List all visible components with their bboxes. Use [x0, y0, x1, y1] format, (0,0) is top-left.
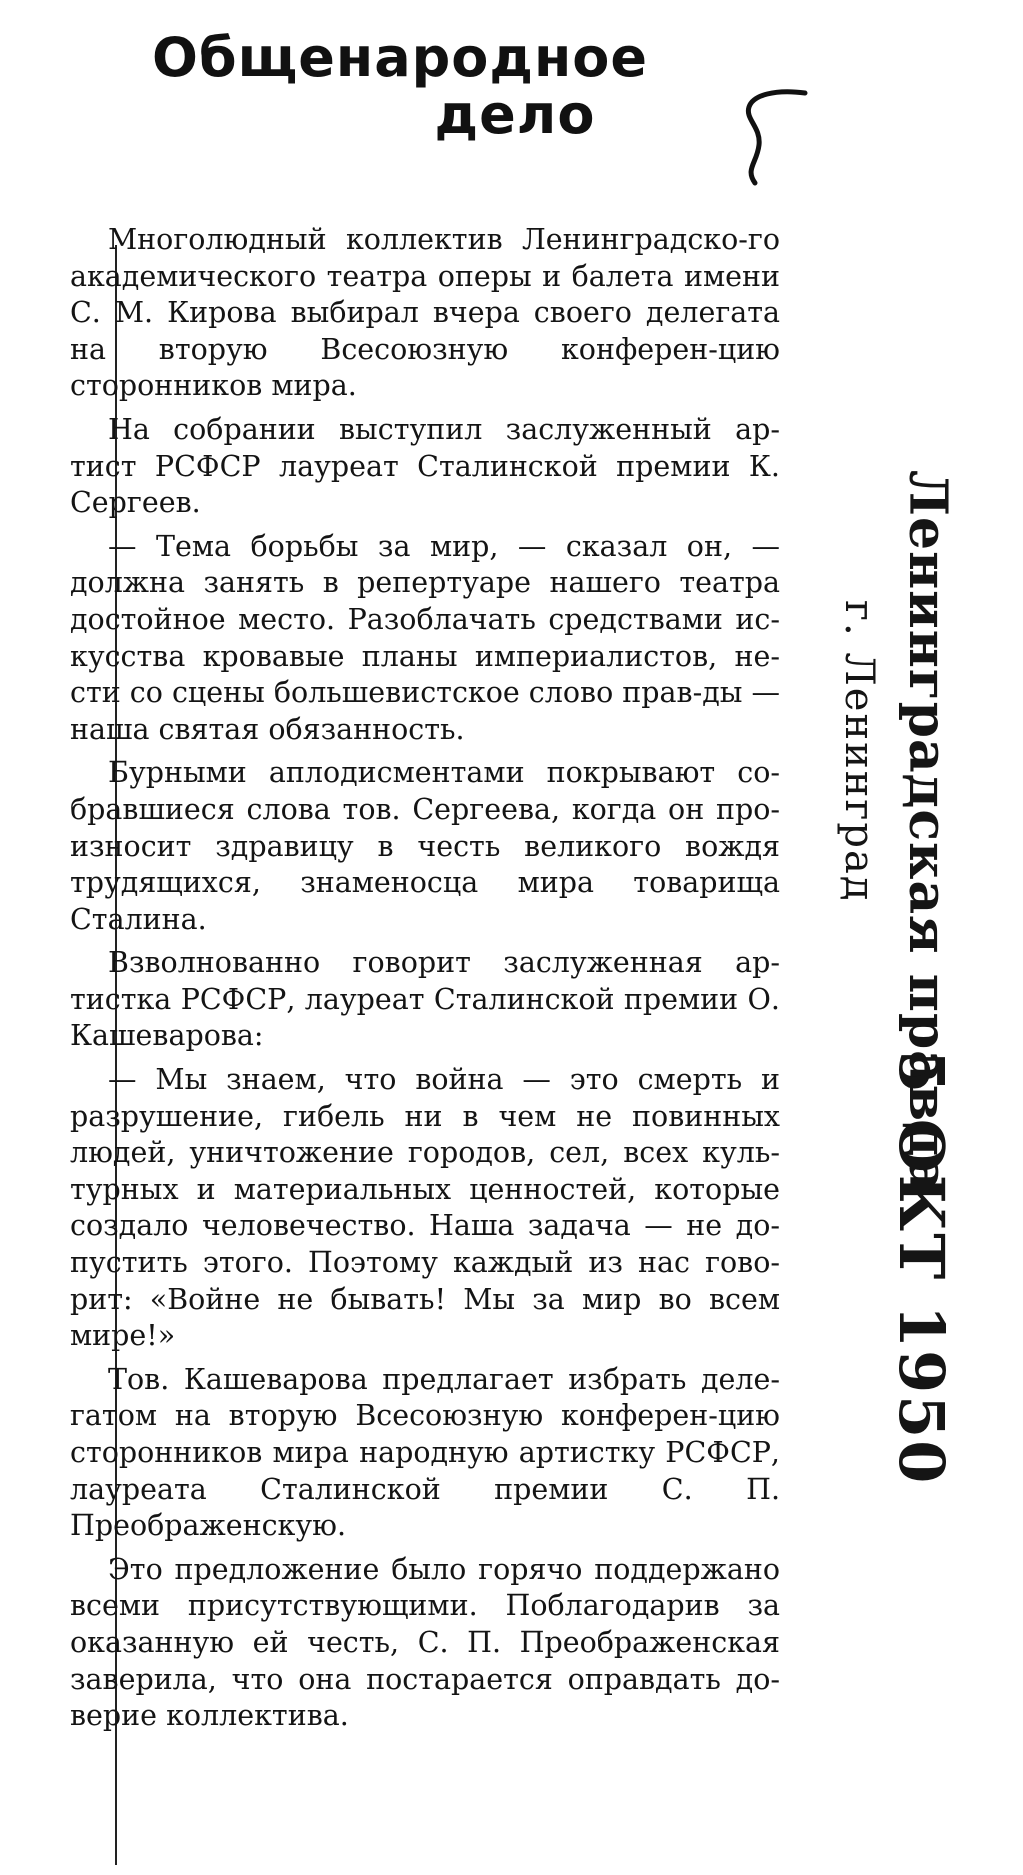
article-headline: [110, 26, 750, 146]
headline-line-2: дело: [434, 82, 596, 146]
headline-line-1: Общенародное: [151, 26, 649, 89]
article-paragraph: Бурными аплодисментами покрывают со-бравшиеся слова тов. Сергеева, когда он про-износит здравицу в честь великого вождя трудящихся, знаменосца мира товарища Сталина.: [70, 756, 780, 936]
article-paragraph: Многолюдный коллектив Ленинградско-го академического театра оперы и балета имени С. М. Кирова выбирал вчера своего делегата на вторую Всесоюзную конферен-цию сторонников мира.: [70, 223, 780, 403]
article-paragraph: Это предложение было горячо поддержано всеми присутствующими. Поблагодарив за оказанную ей честь, С. П. Преображенская заверила, что она постарается оправдать до-верие коллектива.: [70, 1552, 780, 1733]
stamp-date: 5 ОКТ 1950: [885, 1050, 958, 1486]
article-paragraph: Тов. Кашеварова предлагает избрать деле-гатом на вторую Всесоюзную конферен-цию сторонников мира народную артистку РСФСР, лауреата Сталинской премии С. П. Преображенскую.: [70, 1362, 780, 1543]
article-paragraph: Взволнованно говорит заслуженная ар-тистка РСФСР, лауреат Сталинской премии О. Кашеварова:: [70, 946, 780, 1053]
article-paragraph: — Мы знаем, что война — это смерть и разрушение, гибель ни в чем не повинных людей, уничтожение городов, сел, всех куль-турных и материальных ценностей, которые создало человечество. Наша задача — не до-пустить этого. Поэтому каждый из нас гово-рит: «Войне не бывать! Мы за мир во всем мире!»: [70, 1063, 780, 1353]
article-body: [70, 222, 780, 1742]
article-paragraph: На собрании выступил заслуженный ар-тист РСФСР лауреат Сталинской премии К. Сергеев.: [70, 412, 780, 520]
ink-curl-mark: [735, 85, 825, 195]
stamp-newspaper-name: Ленинградская правда: [897, 470, 958, 1193]
article-paragraph: — Тема борьбы за мир, — сказал он, — должна занять в репертуаре нашего театра достойное место. Разоблачать средствами ис-кусства кровавые планы империалистов, не-сти со сцены большевистское слово прав-ды — наша святая обязанность.: [70, 529, 780, 746]
stamp-place: г. Ленинград: [836, 600, 882, 903]
archive-stamp: [700, 470, 1000, 1486]
